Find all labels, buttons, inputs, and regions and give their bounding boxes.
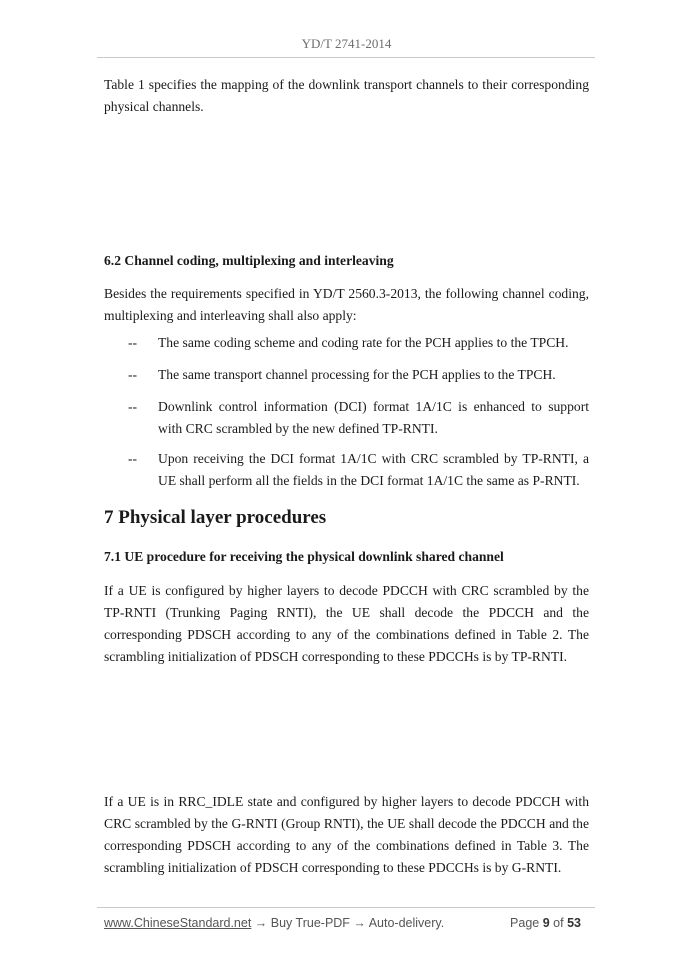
bullet-text: Downlink control information (DCI) format 1A/1C is enhanced to support with CRC scrambled by the new defined TP-RNTI.: [158, 399, 589, 436]
current-page-number: 9: [542, 916, 550, 930]
bullet-text: The same transport channel processing for the PCH applies to the TPCH.: [158, 367, 556, 382]
section-7-1-paragraph-1: If a UE is configured by higher layers to decode PDCCH with CRC scrambled by the TP-RNTI (Trunking Paging RNTI), the UE shall decode the PDCCH and the corresponding PDSCH according to any of the combinations defined in Table 2. The scrambling initialization of PDSCH corresponding to these PDCCHs is by TP-RNTI.: [104, 583, 589, 664]
bullet-marker: --: [128, 399, 138, 414]
page-header: YD/T 2741-2014: [301, 36, 392, 51]
page-footer: [104, 916, 589, 930]
page-label: Page: [510, 916, 540, 930]
section-7-heading: 7 Physical layer procedures: [104, 507, 327, 528]
bullet-item: [128, 396, 589, 440]
section-7-1-paragraph-2: If a UE is in RRC_IDLE state and configured by higher layers to decode PDCCH with CRC scrambled by the G-RNTI (Group RNTI), the UE shall decode the PDCCH and the corresponding PDSCH according to any of the combinations defined in Table 3. The scrambling initialization of PDSCH corresponding to these PDCCHs is by G-RNTI.: [104, 794, 589, 875]
bullet-item: [128, 332, 589, 354]
footer-tagline: → Buy True-PDF → Auto-delivery.: [251, 916, 445, 930]
bullet-text: The same coding scheme and coding rate for the PCH applies to the TPCH.: [158, 335, 569, 350]
total-pages-number: 53: [567, 916, 581, 930]
bullet-item: [128, 364, 589, 386]
footer-divider: [97, 907, 595, 908]
website-link[interactable]: www.ChineseStandard.net: [104, 916, 252, 930]
intro-paragraph: Table 1 specifies the mapping of the downlink transport channels to their corresponding physical channels.: [104, 77, 589, 114]
bullet-marker: --: [128, 367, 138, 382]
section-6-2-intro: Besides the requirements specified in YD/T 2560.3-2013, the following channel coding, multiplexing and interleaving shall also apply:: [104, 286, 589, 323]
of-label: of: [553, 916, 564, 930]
section-6-2-heading: 6.2 Channel coding, multiplexing and interleaving: [104, 253, 394, 268]
bullet-item: [128, 448, 589, 492]
section-7-1-heading: 7.1 UE procedure for receiving the physical downlink shared channel: [104, 549, 504, 564]
page-indicator: [510, 916, 581, 930]
bullet-text: Upon receiving the DCI format 1A/1C with CRC scrambled by TP-RNTI, a UE shall perform all the fields in the DCI format 1A/1C the same as P-RNTI.: [158, 451, 589, 488]
header-divider: [97, 57, 595, 58]
bullet-marker: --: [128, 335, 138, 350]
bullet-marker: --: [128, 451, 138, 466]
